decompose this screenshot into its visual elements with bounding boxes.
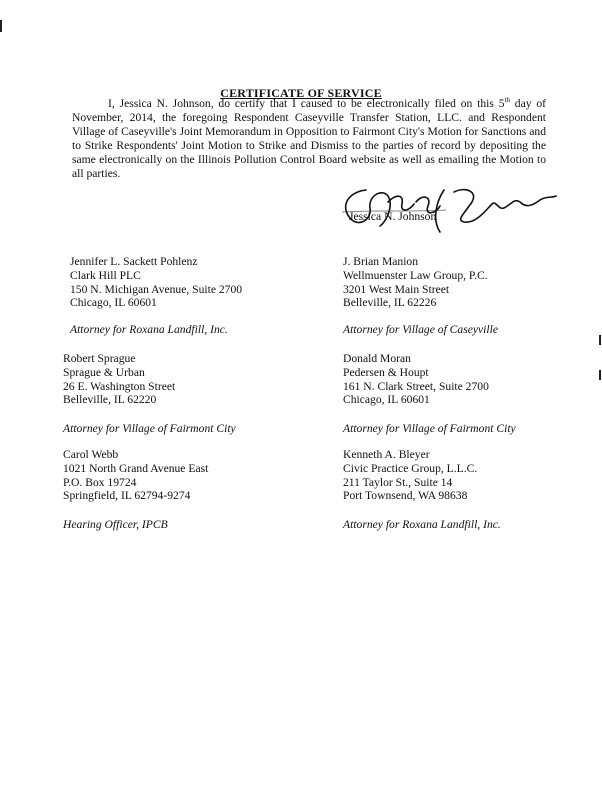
- entry-name: J. Brian Manion: [343, 255, 419, 268]
- entry-street: 150 N. Michigan Avenue, Suite 2700: [70, 282, 243, 296]
- service-entry-1: [70, 255, 242, 310]
- entry-street: 211 Taylor St., Suite 14: [343, 475, 453, 489]
- entry-role: Attorney for Village of Caseyville: [343, 323, 498, 336]
- entry-name: Kenneth A. Bleyer: [343, 448, 430, 461]
- entry-firm: Clark Hill PLC: [70, 268, 141, 282]
- entry-street: 3201 West Main Street: [343, 282, 450, 296]
- entry-role: Hearing Officer, IPCB: [63, 518, 168, 531]
- certificate-paragraph: [72, 97, 546, 182]
- service-entry-5: [63, 448, 208, 503]
- scan-mark: [599, 335, 601, 345]
- ordinal-suffix: th: [504, 96, 510, 105]
- entry-firm: Sprague & Urban: [63, 365, 145, 379]
- entry-city: Port Townsend, WA 98638: [343, 489, 468, 503]
- scan-mark: [0, 20, 2, 32]
- entry-street: 26 E. Washington Street: [63, 379, 176, 393]
- entry-city: Belleville, IL 62226: [343, 296, 437, 310]
- service-entry-2: [343, 255, 488, 310]
- scan-mark: [599, 370, 601, 380]
- entry-role: Attorney for Village of Fairmont City: [343, 422, 516, 435]
- signer-name: Jessica N. Johnson: [349, 210, 437, 223]
- entry-role: Attorney for Roxana Landfill, Inc.: [343, 518, 501, 531]
- handwritten-signature: [336, 180, 558, 234]
- paragraph-text-start: I, Jessica N. Johnson, do certify that I caused to be electronically filed on this 5: [108, 97, 505, 110]
- entry-firm: Pedersen & Houpt: [343, 365, 429, 379]
- entry-name: Donald Moran: [343, 352, 411, 365]
- entry-role: Attorney for Roxana Landfill, Inc.: [70, 323, 228, 336]
- entry-firm: 1021 North Grand Avenue East: [63, 461, 209, 475]
- service-entry-4: [343, 352, 489, 407]
- entry-street: 161 N. Clark Street, Suite 2700: [343, 379, 489, 393]
- service-entry-3: [63, 352, 175, 407]
- entry-name: Robert Sprague: [63, 352, 136, 365]
- entry-city: Belleville, IL 62220: [63, 393, 157, 407]
- entry-city: Chicago, IL 60601: [343, 393, 430, 407]
- paragraph-text-end: day of November, 2014, the foregoing Respondent Caseyville Transfer Station, LLC. and Respondent Village of Caseyville's Joint Memorandum in Opposition to Fairmont City's Motion for Sanctions and to Strike Respondents' Joint Motion to Strike and Dismiss to the parties of record by depositing the same electronically on the Illinois Pollution Control Board website as well as emailing the Motion to all parties.: [72, 97, 546, 181]
- entry-firm: Civic Practice Group, L.L.C.: [343, 461, 478, 475]
- entry-city: Springfield, IL 62794-9274: [63, 489, 191, 503]
- certificate-title: CERTIFICATE OF SERVICE: [220, 86, 382, 100]
- entry-name: Jennifer L. Sackett Pohlenz: [70, 255, 198, 268]
- entry-firm: Wellmuenster Law Group, P.C.: [343, 268, 488, 282]
- entry-name: Carol Webb: [63, 448, 119, 461]
- entry-street: P.O. Box 19724: [63, 475, 137, 489]
- entry-role: Attorney for Village of Fairmont City: [63, 422, 236, 435]
- entry-city: Chicago, IL 60601: [70, 296, 157, 310]
- service-entry-6: [343, 448, 477, 503]
